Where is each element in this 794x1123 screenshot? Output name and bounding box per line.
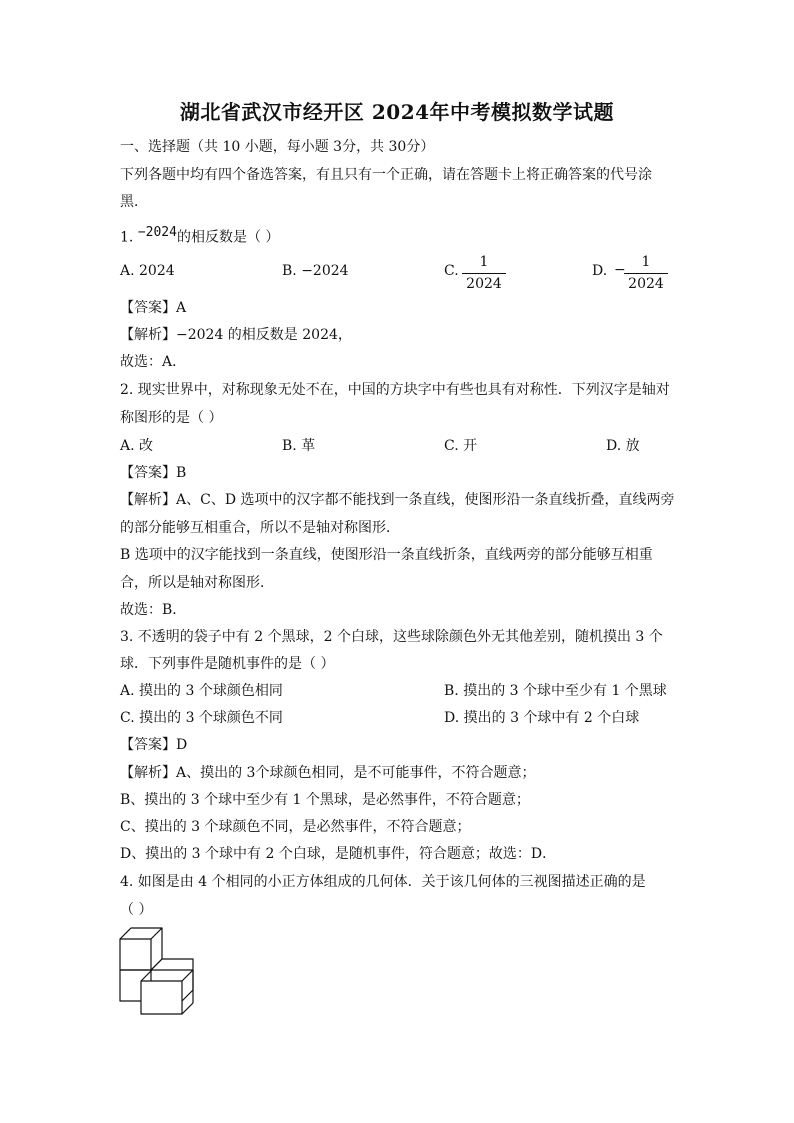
q3-answer: 【答案】D xyxy=(120,737,188,753)
q1-option-c-label: C. xyxy=(444,263,459,279)
q1-option-d-label: D. xyxy=(592,263,608,279)
question-2-stem: 2. 现实世界中，对称现象无处不在，中国的方块字中有些也具有对称性．下列汉字是轴对 xyxy=(120,382,670,398)
q1-option-a: A. 2024 xyxy=(120,263,175,279)
q3-analysis: B、摸出的 3 个球中至少有 1 个黑球，是必然事件，不符合题意； xyxy=(120,792,530,808)
section-heading: 一、选择题（共 10 小题，每小题 3分，共 30分） xyxy=(120,139,435,155)
question-number: 1. xyxy=(120,229,134,246)
q3-option-b: B. 摸出的 3 个球中至少有 1 个黑球 xyxy=(444,683,667,699)
question-4-stem: 4. 如图是由 4 个相同的小正方体组成的几何体．关于该几何体的三视图描述正确的是 xyxy=(120,874,646,890)
minus-sign: − xyxy=(614,262,626,278)
q1-option-c-fraction xyxy=(462,254,506,292)
q3-option-a: A. 摸出的 3 个球颜色相同 xyxy=(120,683,283,699)
q2-conclusion: 故选：B． xyxy=(120,602,187,618)
fraction-denominator: 2024 xyxy=(628,276,664,292)
q2-analysis: 的部分能够互相重合，所以不是轴对称图形． xyxy=(120,520,400,536)
fraction-denominator: 2024 xyxy=(466,276,502,292)
question-1-stem xyxy=(120,224,279,247)
q2-option-c: C. 开 xyxy=(444,438,478,454)
q3-analysis: D、摸出的 3 个球中有 2 个白球，是随机事件，符合题意；故选：D． xyxy=(120,846,557,862)
cube-stack-figure xyxy=(118,926,200,1016)
q2-analysis: 【解析】A、C、D 选项中的汉字都不能找到一条直线，使图形沿一条直线折叠，直线两旁 xyxy=(120,492,675,508)
fraction-numerator: 1 xyxy=(479,254,489,270)
q3-option-c: C. 摸出的 3 个球颜色不同 xyxy=(120,710,283,726)
instruction-line: 下列各题中均有四个备选答案，有且只有一个正确，请在答题卡上将正确答案的代号涂 xyxy=(120,167,652,183)
question-3-stem: 3. 不透明的袋子中有 2 个黑球，2 个白球，这些球除颜色外无其他差别，随机摸出 3 个 xyxy=(120,629,663,645)
question-2-stem: 称图形的是（ ） xyxy=(120,410,223,426)
question-3-stem: 球．下列事件是随机事件的是（ ） xyxy=(120,656,335,672)
instruction-line: 黑． xyxy=(120,194,148,210)
q3-analysis: C、摸出的 3 个球颜色不同，是必然事件，不符合题意； xyxy=(120,819,471,835)
question-4-stem: （ ） xyxy=(120,902,153,918)
q2-analysis: B 选项中的汉字能找到一条直线，使图形沿一条直线折条，直线两旁的部分能够互相重 xyxy=(120,547,653,563)
question-text: 的相反数是（ ） xyxy=(176,229,280,246)
q1-option-d-fraction xyxy=(624,254,668,292)
page-title: 湖北省武汉市经开区 2024年中考模拟数学试题 xyxy=(179,100,615,124)
fraction-numerator: 1 xyxy=(641,254,651,270)
q2-option-d: D. 放 xyxy=(606,438,640,454)
fraction-bar xyxy=(624,273,668,274)
q3-analysis: 【解析】A、摸出的 3个球颜色相同，是不可能事件，不符合题意； xyxy=(120,765,536,781)
q1-option-b: B. −2024 xyxy=(282,263,349,279)
q2-option-a: A. 改 xyxy=(120,438,154,454)
q1-analysis: 【解析】−2024 的相反数是 2024， xyxy=(120,327,352,343)
q2-analysis: 合，所以是轴对称图形． xyxy=(120,575,274,591)
q1-conclusion: 故选：A． xyxy=(120,354,187,370)
q2-answer: 【答案】B xyxy=(120,465,187,481)
q3-option-d: D. 摸出的 3 个球中有 2 个白球 xyxy=(444,710,640,726)
q1-answer: 【答案】A xyxy=(120,300,187,316)
q2-option-b: B. 革 xyxy=(282,438,316,454)
fraction-bar xyxy=(462,273,506,274)
math-expression: −2024 xyxy=(137,225,177,240)
